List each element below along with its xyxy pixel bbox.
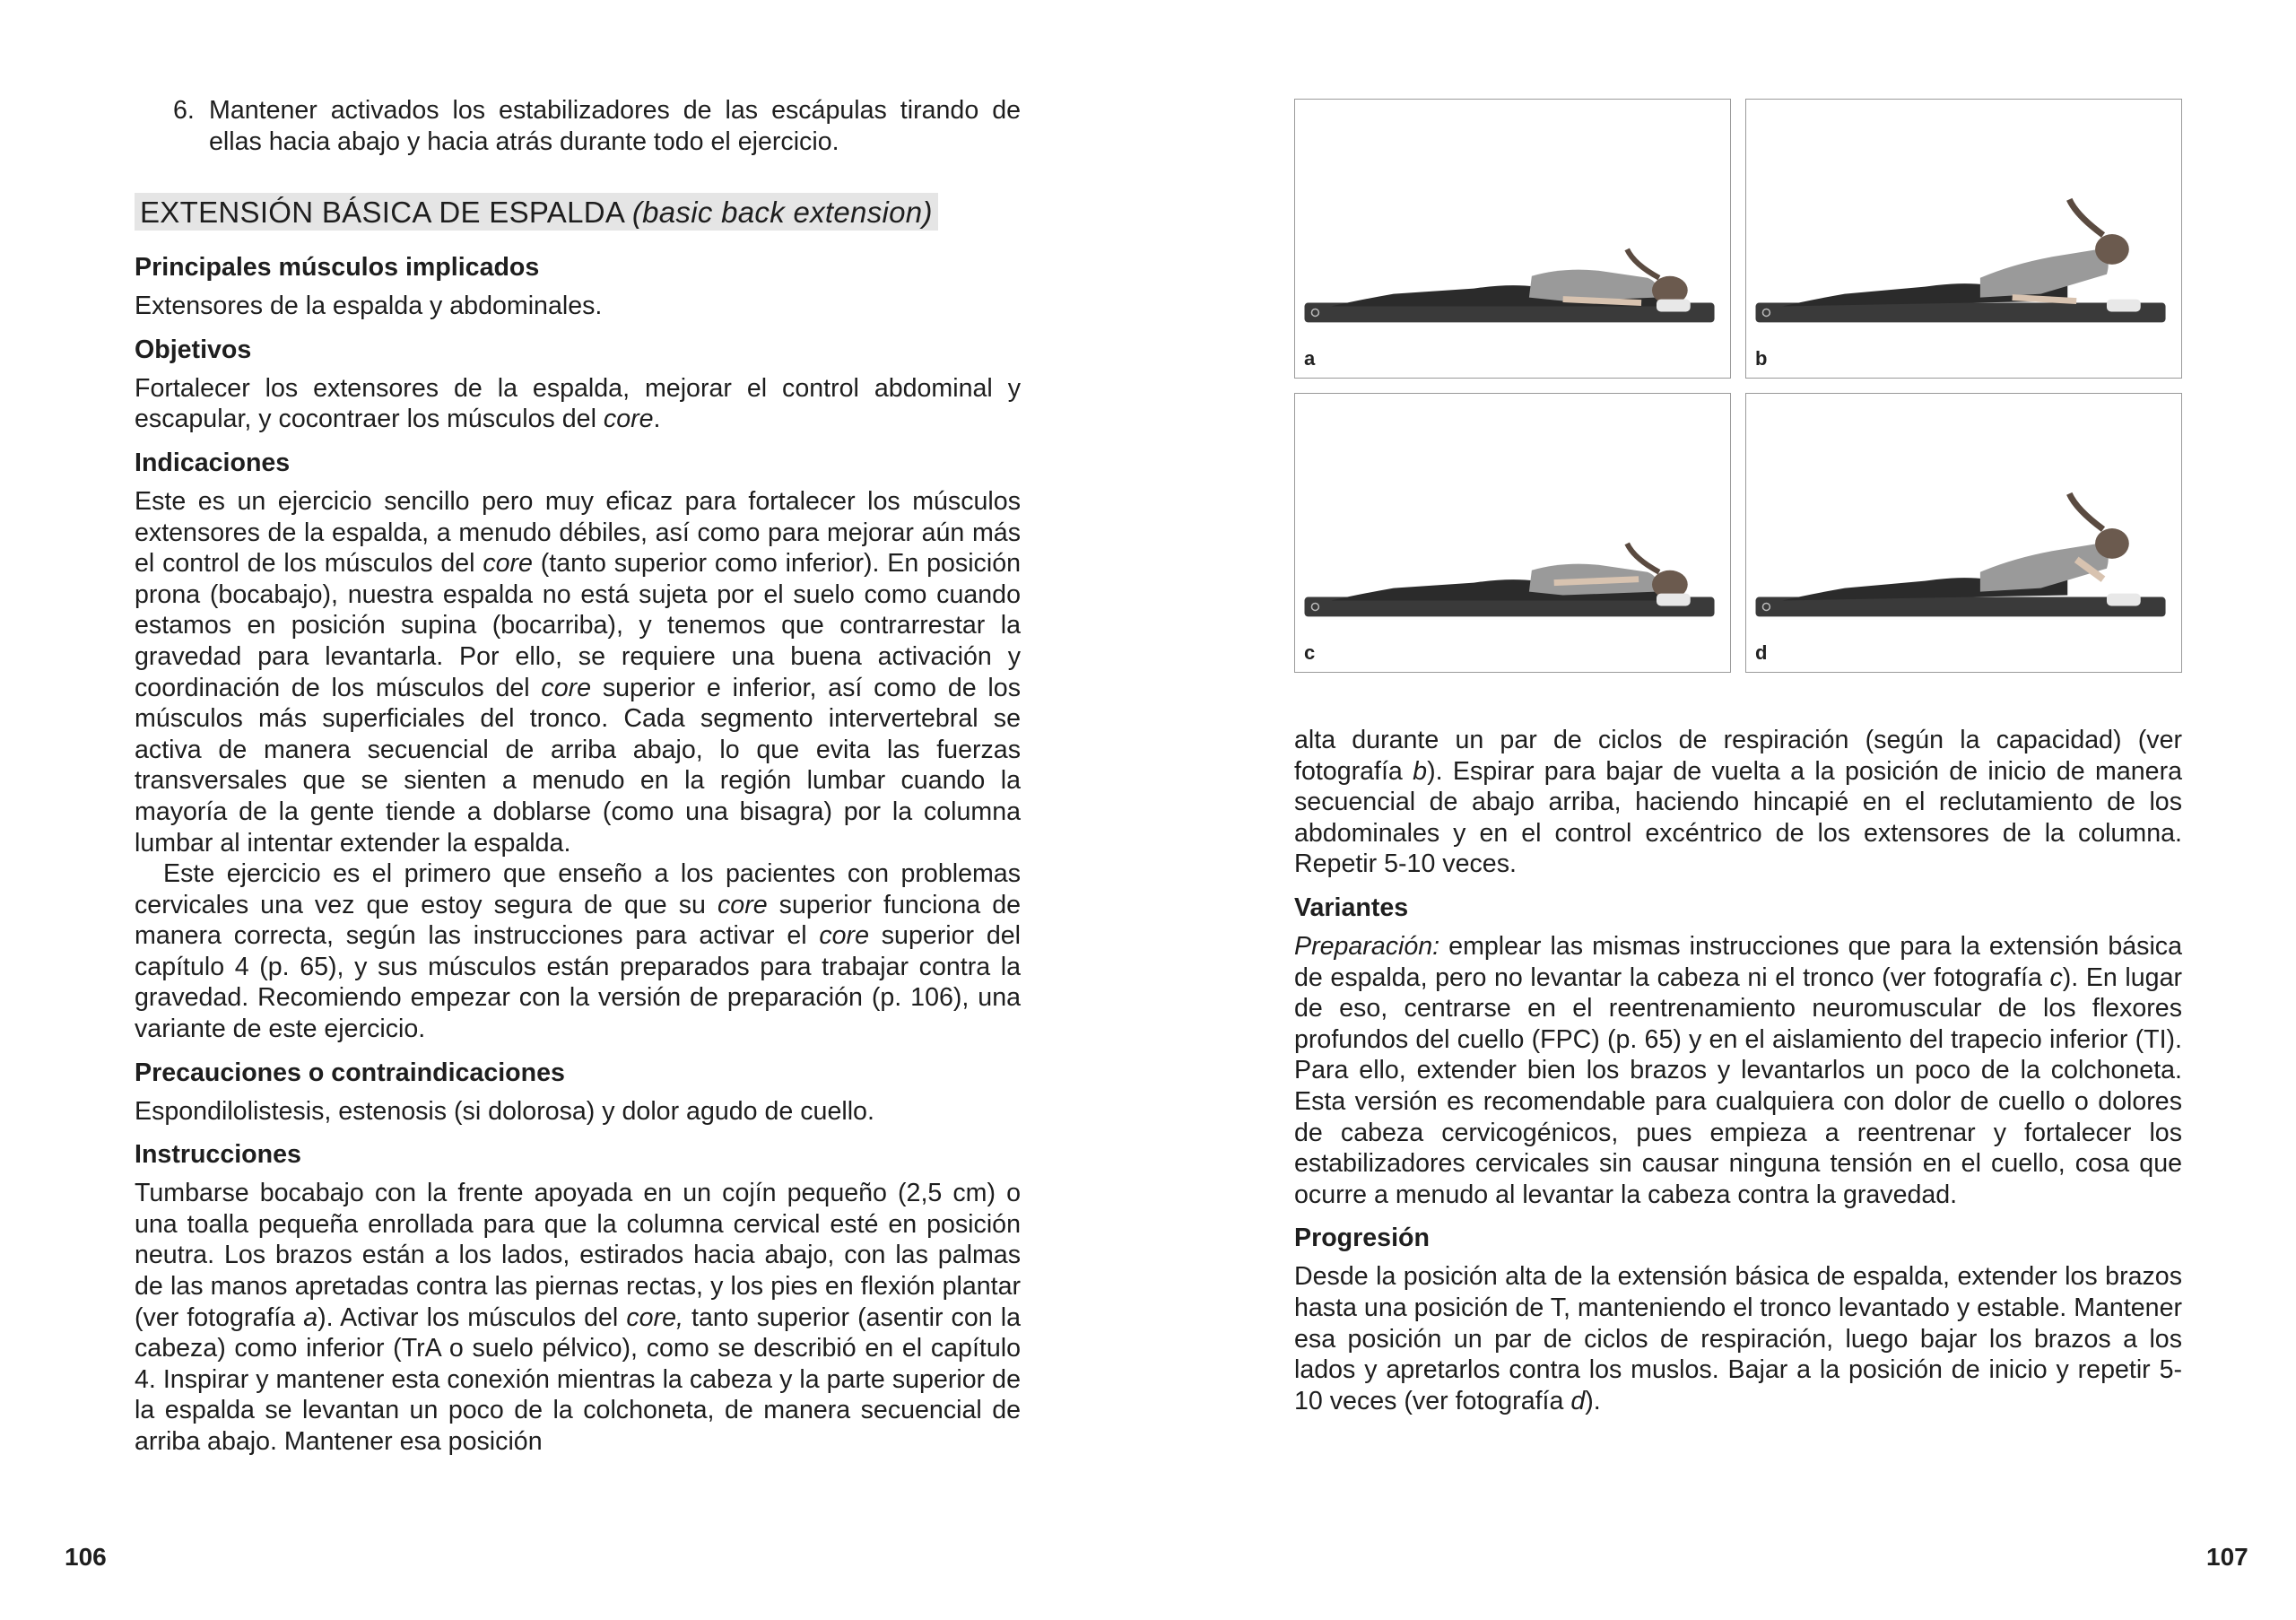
section-title — [135, 193, 938, 231]
heading-precautions: Precauciones o contraindicaciones — [135, 1058, 565, 1087]
section-title-main: EXTENSIÓN BÁSICA DE ESPALDA — [140, 196, 624, 230]
section-title-english: (basic back extension) — [631, 196, 933, 230]
heading-indications: Indicaciones — [135, 448, 291, 477]
photo-a — [1294, 99, 1731, 379]
photo-c-label: c — [1304, 641, 1316, 664]
indications-paragraph-1: Este es un ejercicio sencillo pero muy eficaz para fortalecer los músculos extensores de la espalda, a menudo débiles, así como para mejorar aún más el control de los músculos del core (tanto superior como inferior). En posición prona (bocabajo), nuestra espalda no está sujeta por el suelo como cuando estamos en posición supina (bocarriba), y tenemos que contrarrestar la gravedad para levantarla. Por ello, se requiere una buena activación y coordinación de los músculos del core superior e inferior, así como de los músculos más superficiales del tronco. Cada segmento intervertebral se activa de manera secuencial de arriba abajo, lo que evita las fuerzas transversales que se sienten a menudo en la región lumbar cuando la mayoría de la gente tiende a doblarse (como una bisagra) por la columna lumbar al intentar extender la espalda. — [135, 486, 1021, 858]
photo-c — [1294, 393, 1731, 673]
indications-paragraph-2: Este ejercicio es el primero que enseño a los pacientes con problemas cervicales una vez que estoy segura de que su core superior funciona de manera correcta, según las instrucciones para activar el core superior del capítulo 4 (p. 65), y sus músculos están preparados para trabajar contra la gravedad. Recomiendo empezar con la versión de preparación (p. 106), una variante de este ejercicio. — [135, 859, 1021, 1044]
right-column — [1294, 725, 2182, 1416]
page-number-right: 107 — [2206, 1543, 2248, 1571]
heading-variants: Variantes — [1294, 893, 1409, 922]
variants-text: Preparación: emplear las mismas instrucciones que para la extensión básica de espalda, pero no levantar la cabeza ni el tronco (ver fotografía c). En lugar de eso, centrarse en el reentrenamiento neuromuscular de los flexores profundos del cuello (FPC) (p. 65) y en el aislamiento del trapecio inferior (TI). Para ello, extender bien los brazos y levantarlos un poco de la colchoneta. Esta versión es recomendable para cualquiera con dolor de cuello o dolores de cabeza cervicogénicos, pues empieza a reentrenar y fortalecer los estabilizadores cervicales sin causar ninguna tensión en el cuello, cosa que ocurre a menudo al levantar la cabeza contra la gravedad. — [1294, 931, 2182, 1209]
photo-b — [1745, 99, 2182, 379]
photo-d-figure — [1746, 394, 2181, 672]
right-page — [1148, 0, 2296, 1620]
left-column — [135, 95, 1021, 1458]
heading-instructions: Instrucciones — [135, 1140, 301, 1170]
photo-a-label: a — [1304, 347, 1316, 370]
continuation-text: alta durante un par de ciclos de respiración (según la capacidad) (ver fotografía b). Espirar para bajar de vuelta a la posición de inicio de manera secuencial de abajo arriba, haciendo hincapié en el reclutamiento de los abdominales y en el control excéntrico de los extensores de la columna. Repetir 5-10 veces. — [1294, 726, 2182, 879]
progression-text: Desde la posición alta de la extensión básica de espalda, extender los brazos hasta una posición de T, manteniendo el tronco levantado y estable. Mantener esa posición un par de ciclos de respiración, luego bajar los brazos a los lados y apretarlos contra los muslos. Bajar a la posición de inicio y repetir 5-10 veces (ver fotografía d). — [1294, 1262, 2182, 1415]
list-text: Mantener activados los estabilizadores de las escápulas tirando de ellas hacia abajo y hacia atrás durante todo el ejercicio. — [209, 96, 1021, 156]
photo-grid — [1294, 99, 2182, 675]
photo-d-label: d — [1755, 641, 1768, 664]
heading-progression: Progresión — [1294, 1224, 1430, 1253]
precautions-text: Espondilolistesis, estenosis (si dolorosa) y dolor agudo de cuello. — [135, 1096, 874, 1126]
photo-a-figure — [1295, 100, 1730, 378]
page-number-left: 106 — [65, 1543, 107, 1571]
list-number: 6. — [173, 96, 195, 125]
photo-b-label: b — [1755, 347, 1768, 370]
objectives-text: Fortalecer los extensores de la espalda, mejorar el control abdominal y escapular, y cocontraer los músculos del core. — [135, 373, 1021, 434]
photo-d — [1745, 393, 2182, 673]
photo-b-figure — [1746, 100, 2181, 378]
heading-objectives: Objetivos — [135, 335, 252, 364]
muscles-text: Extensores de la espalda y abdominales. — [135, 292, 603, 321]
photo-c-figure — [1295, 394, 1730, 672]
heading-muscles: Principales músculos implicados — [135, 253, 540, 283]
instructions-text: Tumbarse bocabajo con la frente apoyada en un cojín pequeño (2,5 cm) o una toalla pequeña enrollada para que la columna cervical esté en posición neutra. Los brazos están a los lados, estirados hacia abajo, con las palmas de las manos apretadas contra las piernas rectas, y los pies en flexión plantar (ver fotografía a). Activar los músculos del core, tanto superior (asentir con la cabeza) como inferior (TrA o suelo pélvico), como se describió en el capítulo 4. Inspirar y mantener esta conexión mientras la cabeza y la parte superior de la espalda se levantan un poco de la colchoneta, de manera secuencial de arriba abajo. Mantener esa posición — [135, 1179, 1022, 1456]
list-item — [173, 95, 1021, 157]
